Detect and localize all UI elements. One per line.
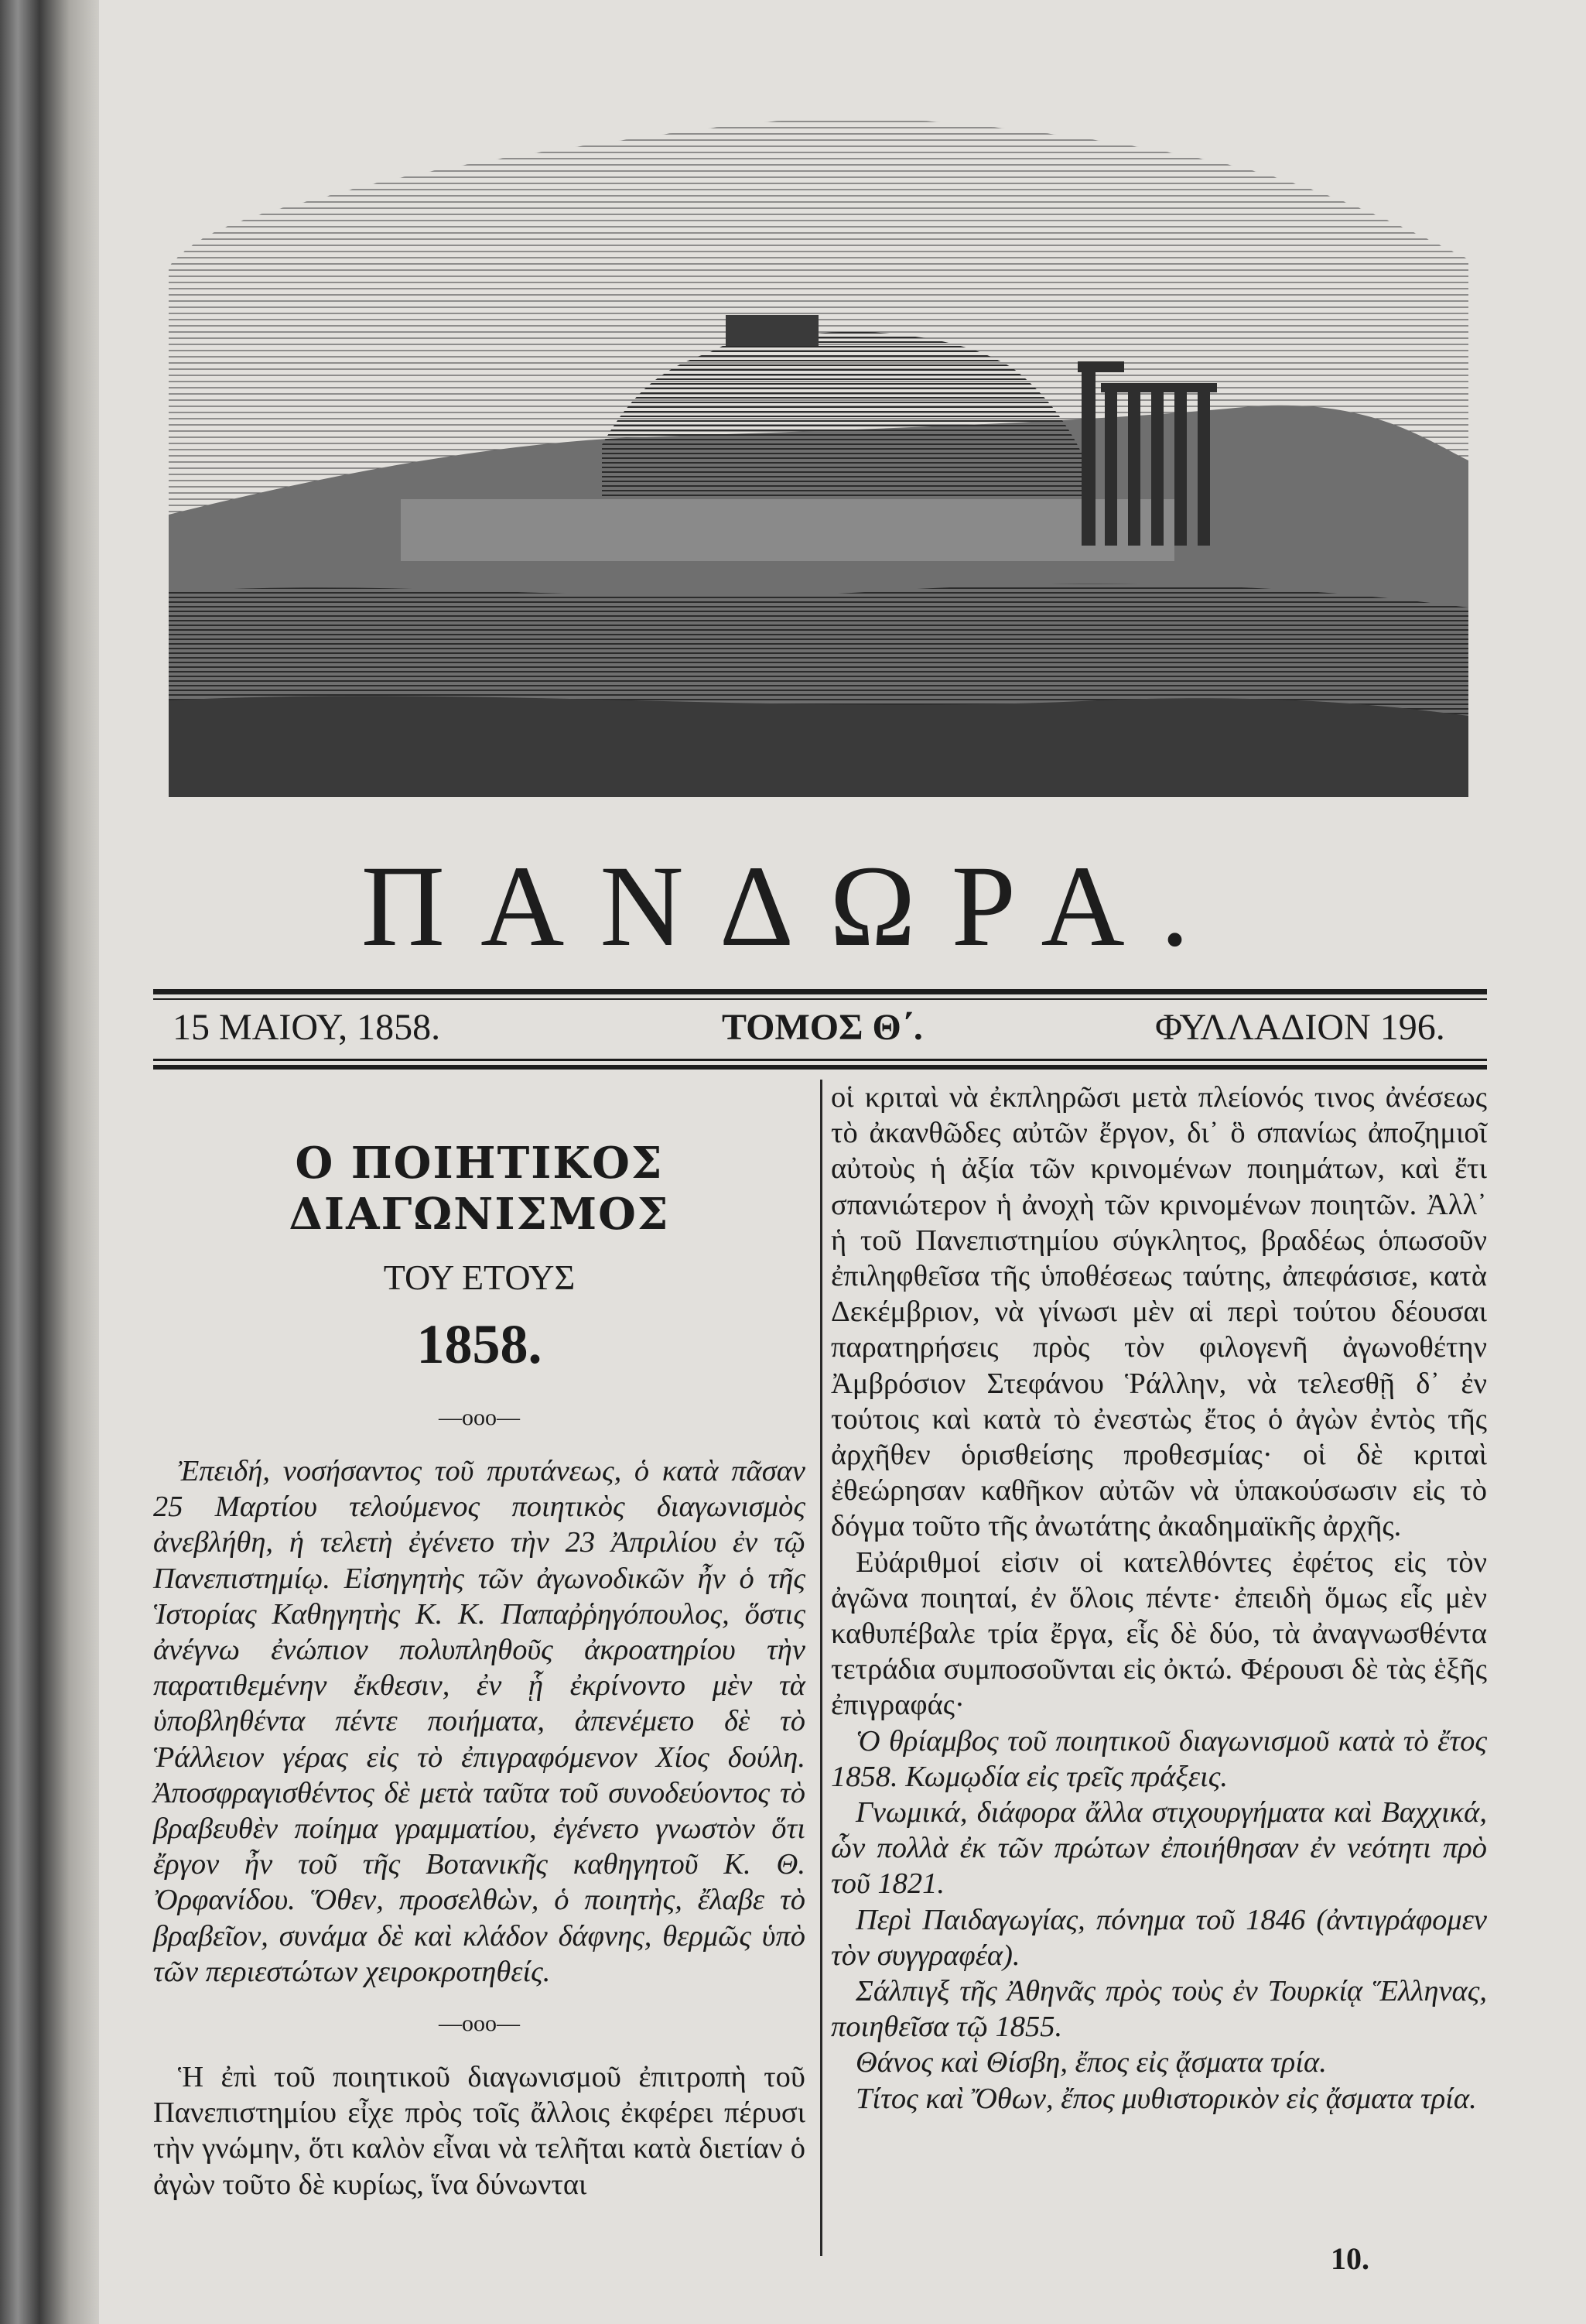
- paragraph-1: Ἐπειδή, νοσήσαντος τοῦ πρυτάνεως, ὁ κατὰ πᾶσαν 25 Μαρτίου τελούμενος ποιητικὸς διαγωνισμὸς ἀνεβλήθη, ἡ τελετὴ ἐγένετο τὴν 23 Ἀπριλίου ἐν τῷ Πανεπιστημίῳ. Εἰσηγητὴς τῶν ἀγωνοδικῶν ἦν ὁ τῆς Ἱστορίας Καθηγητὴς Κ. Κ. Παπαῤῥηγόπουλος, ὅστις ἀνέγνω ἐνώπιον πολυπληθοῦς ἀκροατηρίου τὴν παρατιθεμένην ἔκθεσιν, ἐν ᾗ ἐκρίνοντο μὲν τὰ ὑποβληθέντα πέντε ποιήματα, ἀπενέμετο δὲ τὸ Ῥάλλειον γέρας εἰς τὸ ἐπιγραφόμενον Χίος δούλη. Ἀποσφραγισθέντος δὲ μετὰ ταῦτα τοῦ συνοδεύοντος τὸ βραβευθὲν ποίημα γραμματίου, ἐγένετο γνωστὸν ὅτι ἔργον ἦν τοῦ τῆς Βοτανικῆς καθηγητοῦ Κ. Θ. Ὀρφανίδου. Ὅθεν, προσελθὼν, ὁ ποιητὴς, ἔλαβε τὸ βραβεῖον, συνάμα δὲ καὶ κλάδον δάφνης, θερμῶς ὑπὸ τῶν περιεστώτων χειροκροτηθείς.: [153, 1455, 805, 1988]
- entry-3: Περὶ Παιδαγωγίας, πόνημα τοῦ 1846 (ἀντιγράφομεν τὸν συγγραφέα).: [831, 1903, 1487, 1972]
- top-double-rule: [153, 989, 1487, 994]
- right-column: [831, 1080, 1487, 2117]
- bottom-rule-1: [153, 1059, 1487, 1061]
- left-column: [153, 1080, 805, 2202]
- dateline: [153, 1006, 1487, 1049]
- entry-5: Θάνος καὶ Θίσβη, ἔπος εἰς ᾄσματα τρία.: [856, 2046, 1327, 2079]
- article-subtitle: ΤΟΥ ΕΤΟΥΣ: [383, 1258, 576, 1297]
- section-separator-2: —οοο—: [439, 2011, 520, 2037]
- issue-number: ΦΥΛΛΑΔΙΟΝ 196.: [1155, 1007, 1445, 1048]
- section-separator: —οοο—: [439, 1405, 520, 1430]
- paragraph-3: οἱ κριταὶ νὰ ἐκπληρῶσι μετὰ πλείονός τινος ἀνέσεως τὸ ἀκανθῶδες αὐτῶν ἔργον, δι᾽ ὃ σπανίως ἀποζημιοῖ αὐτοὺς ἡ ἀξία τῶν κρινομένων ποιημάτων, καὶ ἔτι σπανιώτερον ἡ ἀνοχὴ τῶν κρινομένων ποιητῶν. Ἀλλ᾽ ἡ τοῦ Πανεπιστημίου σύγκλητος, βραδέως ὁπωσοῦν ἐπιληφθεῖσα τῆς ὑποθέσεως ταύτης, ἀπεφάσισε, κατὰ Δεκέμβριον, νὰ γίνωσι μὲν αἱ περὶ τούτου δέουσαι παρατηρήσεις πρὸς τὸν φιλογενῆ ἀγωνοθέτην Ἀμβρόσιον Στεφάνου Ῥάλλην, νὰ τελεσθῇ δ᾽ ἐν τούτοις καὶ κατὰ τὸ ἐνεστὼς ἔτος ὁ ἀγὼν ἐντὸς τῆς ἀρχῆθεν ὁρισθείσης προθεσμίας· οἱ δὲ κριταὶ ἐθεώρησαν καθῆκον αὐτῶν νὰ ὑπακούσωσιν εἰς τὸ δόγμα τοῦτο τῆς ἀνωτάτης ἀκαδημαϊκῆς ἀρχῆς.: [831, 1081, 1487, 1543]
- article-title: Ο ΠΟΙΗΤΙΚΟΣ ΔΙΑΓΩΝΙΣΜΟΣ: [289, 1138, 670, 1240]
- column-divider: [820, 1080, 822, 2256]
- entry-1: Ὁ θρίαμβος τοῦ ποιητικοῦ διαγωνισμοῦ κατὰ τὸ ἔτος 1858. Κωμῳδία εἰς τρεῖς πράξεις.: [831, 1724, 1487, 1793]
- entry-6: Τίτος καὶ Ὄθων, ἔπος μυθιστορικὸν εἰς ᾄσματα τρία.: [856, 2082, 1477, 2115]
- article-year: 1858.: [416, 1313, 542, 1375]
- page-number: 10.: [1331, 2241, 1369, 2276]
- volume-label: ΤΟΜΟΣ Θ΄.: [722, 1007, 923, 1048]
- paragraph-4: Εὐάριθμοί εἰσιν οἱ κατελθόντες ἐφέτος εἰς τὸν ἀγῶνα ποιηταί, ἐν ὅλοις πέντε· ἐπειδὴ ὅμως εἷς μὲν καθυπέβαλε τρία ἔργα, εἷς δὲ δύο, τὰ ἀναγνωσθέντα τετράδια συμποσοῦνται εἰς ὀκτώ. Φέρουσι δὲ τὰς ἑξῆς ἐπιγραφάς·: [831, 1545, 1487, 1722]
- paragraph-2: Ἡ ἐπὶ τοῦ ποιητικοῦ διαγωνισμοῦ ἐπιτροπὴ τοῦ Πανεπιστημίου εἶχε πρὸς τοῖς ἄλλοις ἐκφέρει πέρυσι τὴν γνώμην, ὅτι καλὸν εἶναι νὰ τελῆται κατὰ διετίαν ὁ ἀγὼν τοῦτο δὲ κυρίως, ἵνα δύνωνται: [153, 2061, 805, 2201]
- acropolis-engraving: [169, 112, 1468, 797]
- entry-2: Γνωμικά, διάφορα ἄλλα στιχουργήματα καὶ Βαχχικά, ὧν πολλὰ ἐκ τῶν πρώτων ἐποιήθησαν ἐν νεότητι πρὸ τοῦ 1821.: [831, 1796, 1487, 1901]
- book-binding-edge: [0, 0, 99, 2324]
- entry-4: Σάλπιγξ τῆς Ἀθηνᾶς πρὸς τοὺς ἐν Τουρκίᾳ Ἕλληνας, ποιηθεῖσα τῷ 1855.: [831, 1975, 1487, 2044]
- top-thin-rule: [153, 998, 1487, 1000]
- issue-date: 15 ΜΑΙΟΥ, 1858.: [173, 1007, 441, 1048]
- masthead-title: ΠΑΝΔΩΡΑ.: [361, 842, 1225, 970]
- bottom-rule-2: [153, 1065, 1487, 1070]
